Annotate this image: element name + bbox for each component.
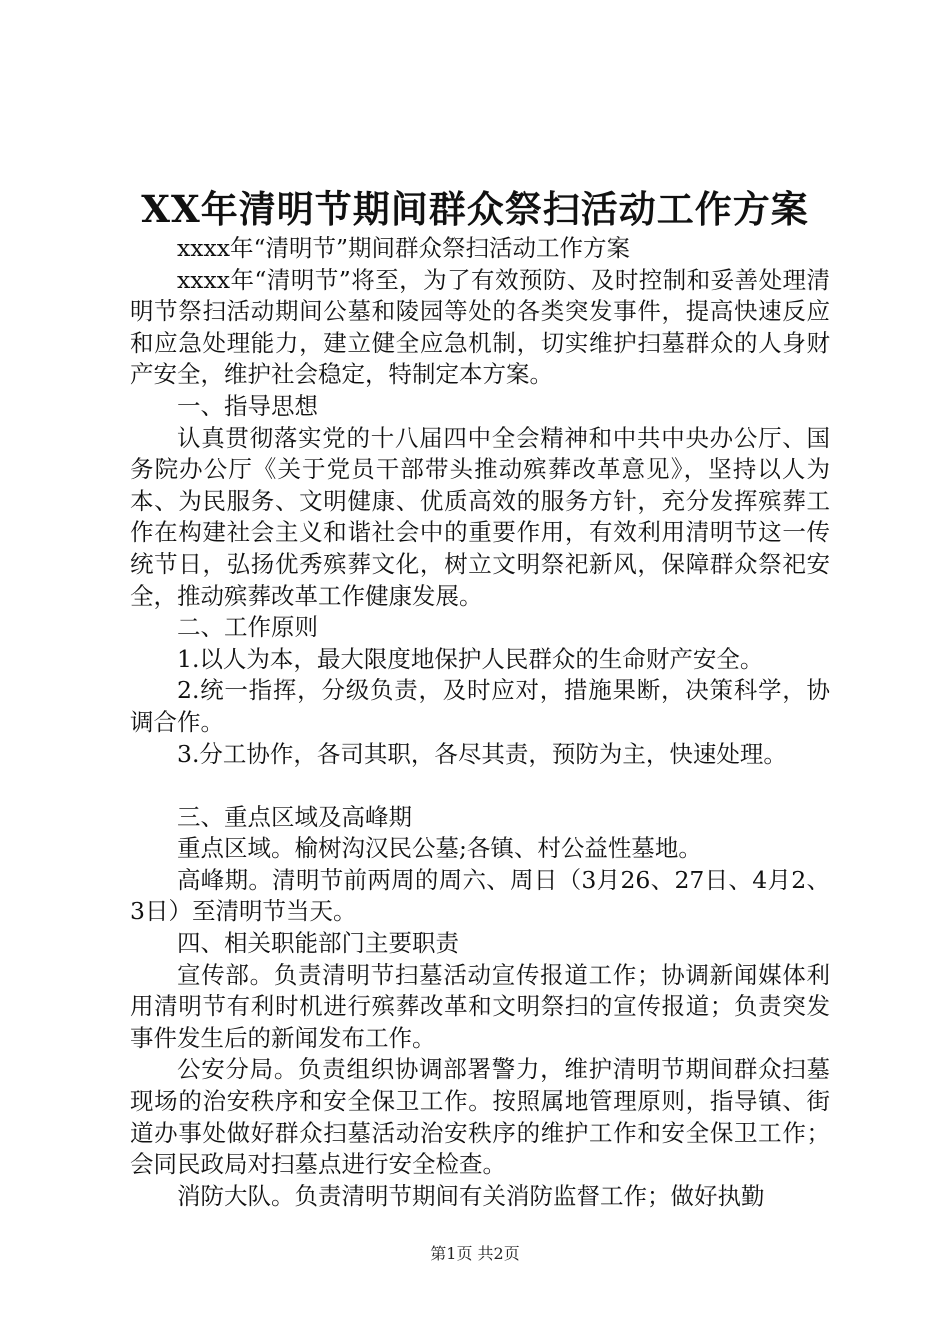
section-heading-key-areas: 三、重点区域及高峰期: [177, 802, 412, 831]
paragraph-public-security: 公安分局。负责组织协调部署警力，维护清明节期间群众扫墓现场的治安秩序和安全保卫工作。按照属地管理原则，指导镇、街道办事处做好群众扫墓活动治安秩序的维护工作和安全保卫工作；会同民政局对扫墓点进行安全检查。: [130, 1055, 830, 1179]
blank-line: [130, 770, 830, 802]
page-number: 第1页 共2页: [430, 1244, 520, 1263]
document-body: [130, 233, 830, 1212]
paragraph-intro: xxxx年“清明节”将至，为了有效预防、及时控制和妥善处理清明节祭扫活动期间公墓和陵园等处的各类突发事件，提高快速反应和应急处理能力，建立健全应急机制，切实维护扫墓群众的人身财产安全，维护社会稳定，特制定本方案。: [130, 265, 830, 389]
section-heading-guiding-ideology: 一、指导思想: [177, 391, 318, 420]
paragraph-peak-period: 高峰期。清明节前两周的周六、周日（3月26、27日、4月2、3日）至清明节当天。: [130, 865, 830, 926]
principle-item-2: 2.统一指挥，分级负责，及时应对，措施果断，决策科学，协调合作。: [130, 676, 830, 736]
paragraph-guiding-ideology: 认真贯彻落实党的十八届四中全会精神和中共中央办公厅、国务院办公厅《关于党员干部带头推动殡葬改革意见》，坚持以人为本、为民服务、文明健康、优质高效的服务方针，充分发挥殡葬工作在构建社会主义和谐社会中的重要作用，有效利用清明节这一传统节日，弘扬优秀殡葬文化，树立文明祭祀新风，保障群众祭祀安全，推动殡葬改革工作健康发展。: [130, 423, 830, 610]
principle-item-3: 3.分工协作，各司其职，各尽其责，预防为主，快速处理。: [177, 739, 787, 768]
paragraph-subtitle: xxxx年“清明节”期间群众祭扫活动工作方案: [177, 234, 631, 262]
paragraph-key-areas: 重点区域。榆树沟汉民公墓;各镇、村公益性墓地。: [177, 834, 702, 863]
paragraph-publicity-dept: 宣传部。负责清明节扫墓活动宣传报道工作；协调新闻媒体利用清明节有利时机进行殡葬改革和文明祭扫的宣传报道；负责突发事件发生后的新闻发布工作。: [130, 960, 830, 1052]
section-heading-responsibilities: 四、相关职能部门主要职责: [177, 929, 459, 958]
document-title: XX年清明节期间群众祭扫活动工作方案: [141, 187, 809, 231]
principle-item-1: 1.以人为本，最大限度地保护人民群众的生命财产安全。: [177, 644, 764, 673]
section-heading-work-principles: 二、工作原则: [177, 613, 318, 642]
paragraph-fire-brigade: 消防大队。负责清明节期间有关消防监督工作；做好执勤: [177, 1181, 765, 1210]
